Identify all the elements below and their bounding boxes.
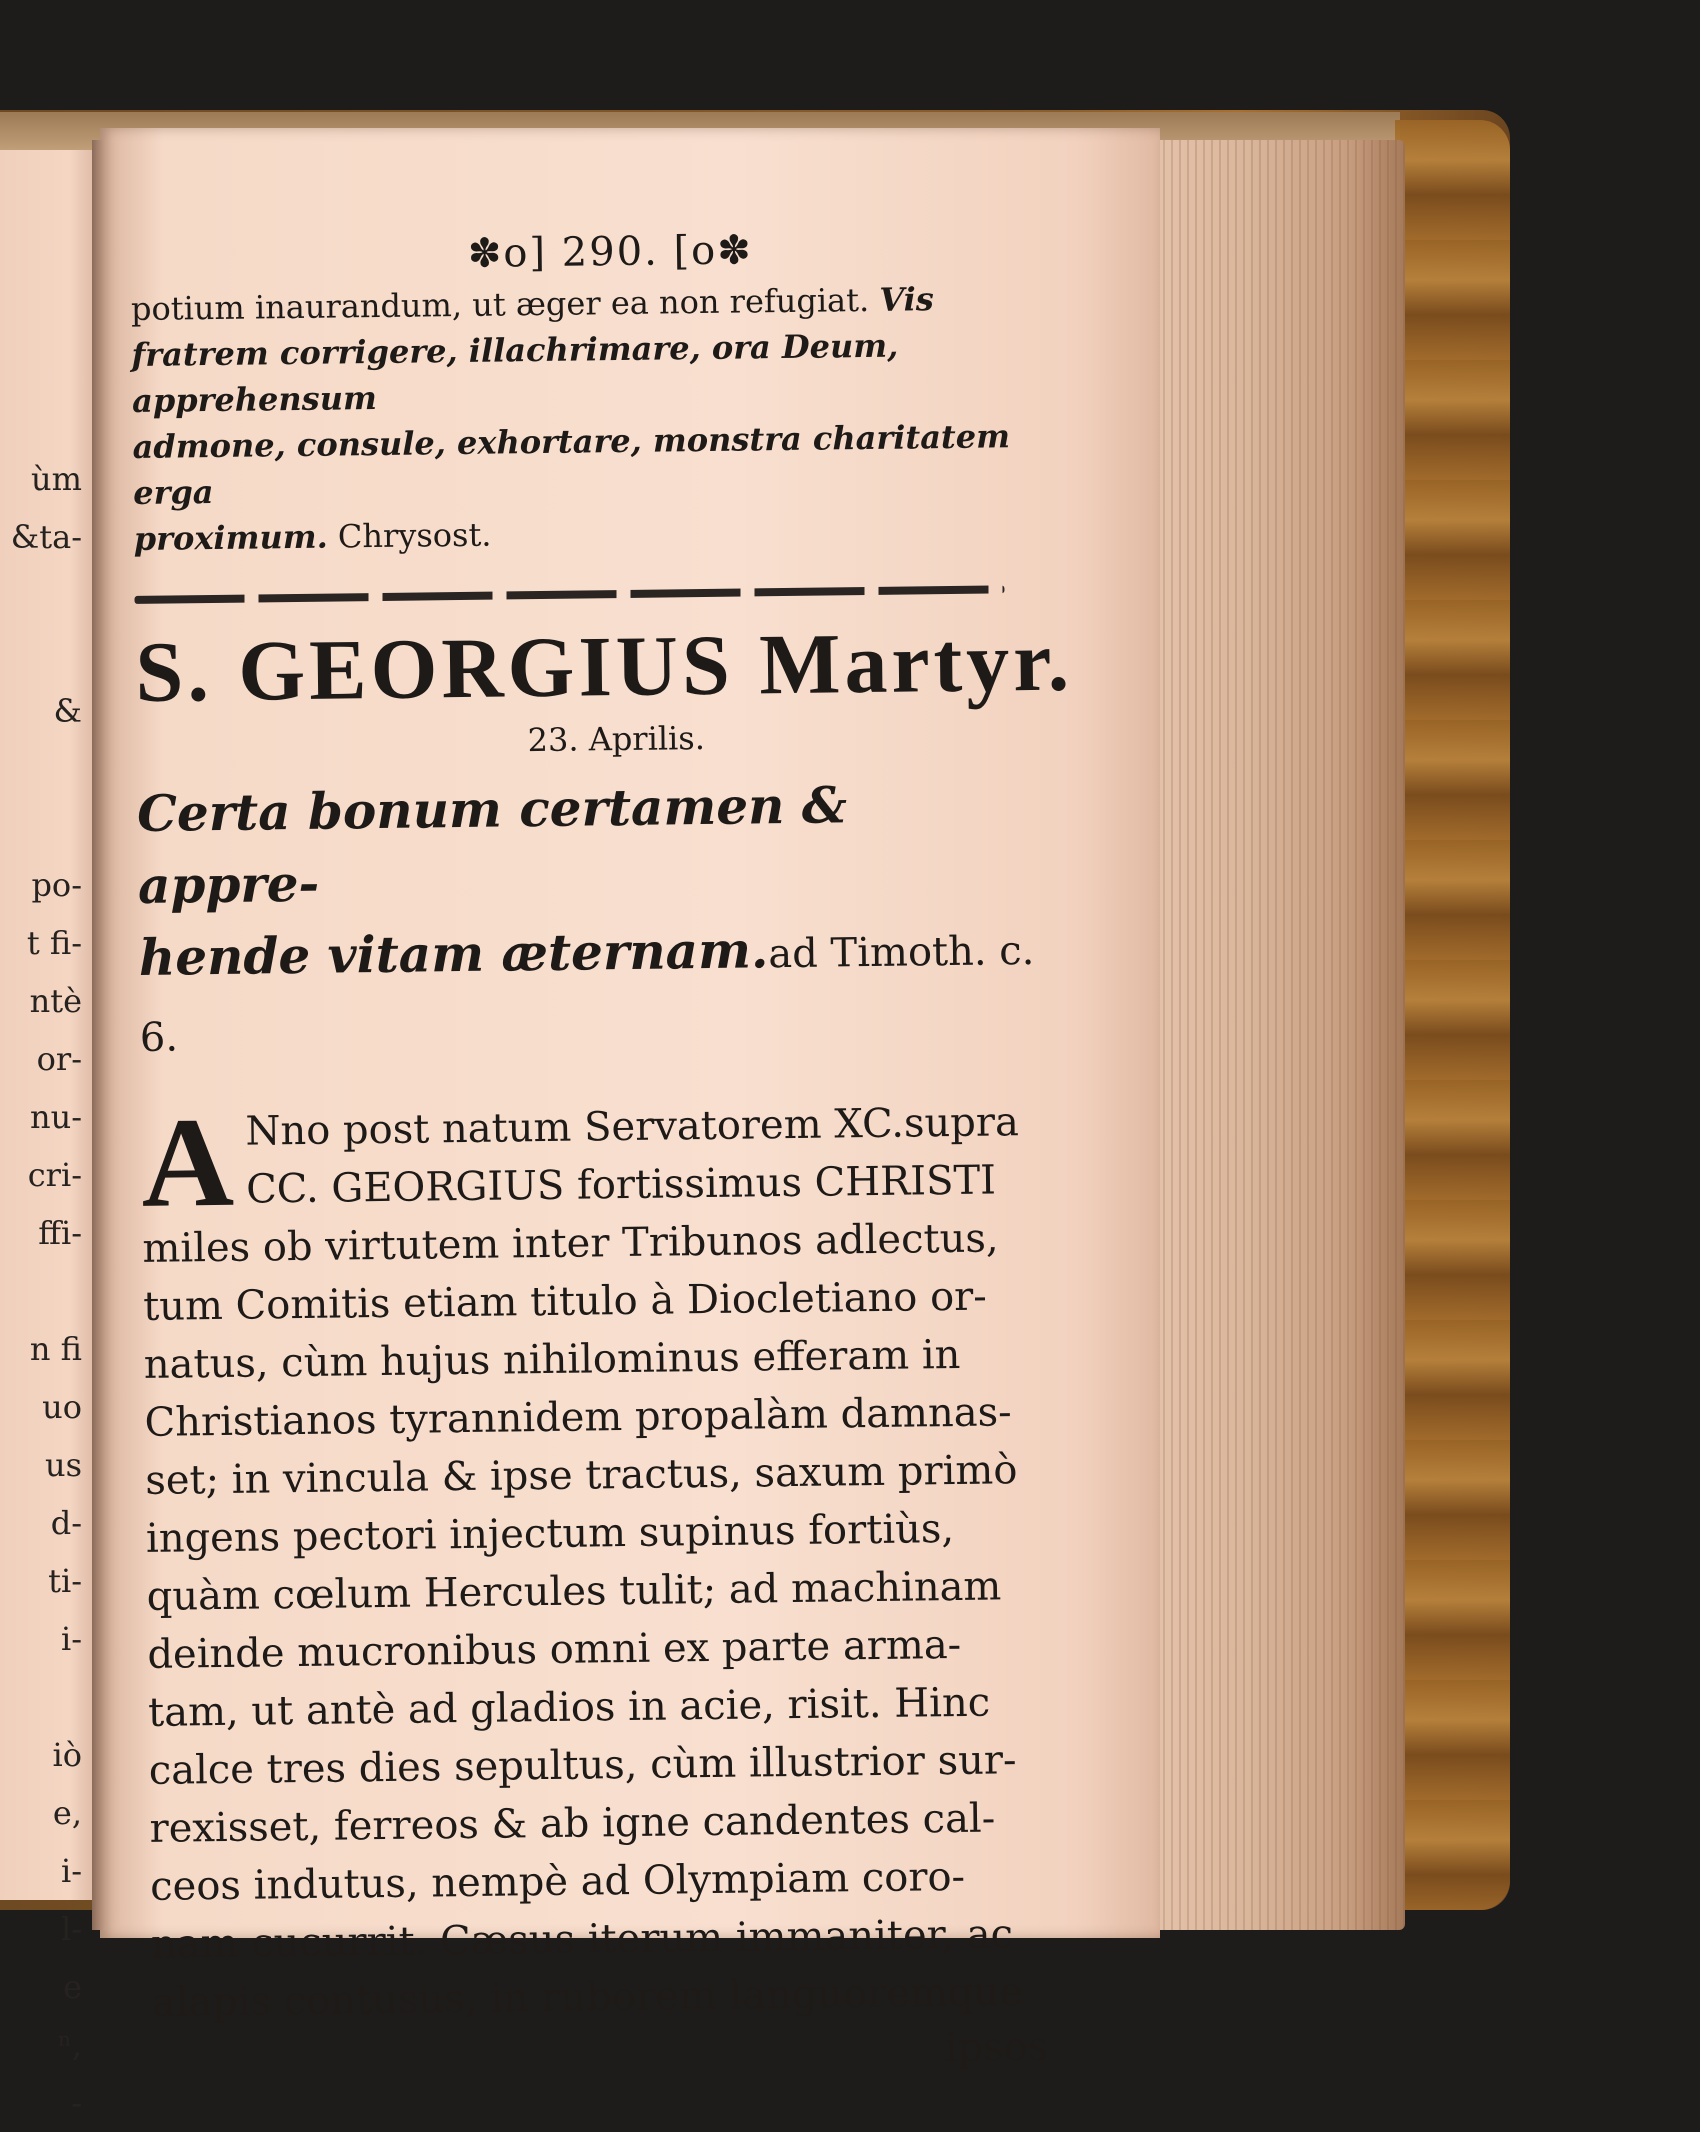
left-page-fragment: ffi- [38, 1214, 82, 1252]
left-page-fragment: iò [52, 1736, 82, 1774]
body-line: alapis contusus, in ruborem languoremque [151, 1969, 1024, 2026]
body-line: rexisset, ferreos & ab igne candentes cal- [149, 1795, 996, 1852]
section-divider [134, 585, 1004, 604]
lead-attribution: Chrysost. [337, 515, 492, 556]
body-lines [140, 1090, 1052, 2032]
left-page-fragment: i- [60, 1852, 82, 1890]
left-page-fragment: ntè [29, 982, 82, 1020]
lead-italic-text: proximum. [133, 517, 328, 558]
left-page-fragment [0, 566, 90, 624]
body-line: ingens pectori injectum supinus fortiùs, [145, 1506, 955, 1562]
left-page-fragment [0, 798, 90, 856]
left-page-fragment [0, 1668, 90, 1726]
lead-roman-text: potium inaurandum, ut æger ea non refugiat. [130, 280, 870, 328]
lead-italic-text: Vis [879, 280, 934, 319]
left-page-fragment: n fi [29, 1330, 82, 1368]
epigraph [137, 767, 1041, 1074]
lead-italic-line: admone, consule, exhortare, monstra charitatem erga [132, 417, 1011, 512]
body-line: natus, cùm hujus nihilominus efferam in [143, 1331, 961, 1388]
lead-italic-line: fratrem corrigere, illachrimare, ora Deum, apprehensum [131, 326, 899, 420]
left-page-text [0, 450, 90, 2132]
epigraph-line: Certa bonum certamen & appre- [136, 775, 848, 915]
body-line: miles ob virtutem inter Tribunos adlectus, [142, 1215, 999, 1272]
feast-date: 23. Aprilis. [527, 719, 706, 760]
left-page-fragment: t fi- [26, 924, 82, 962]
catchword: ipsos [944, 2023, 1049, 2072]
left-page [0, 150, 100, 2122]
left-page-fragment: d- [50, 1504, 82, 1542]
body-line: nam cucurrit. Cæsus iterum immaniter, ac [150, 1911, 1014, 1968]
left-page-fragment: us [44, 1446, 82, 1484]
left-page-fragment: ti- [48, 1562, 82, 1600]
left-page-fragment: cri- [27, 1156, 82, 1194]
left-page-fragment: - [71, 2084, 82, 2122]
body-line: CC. GEORGIUS fortissimus CHRISTI [245, 1157, 997, 1213]
body-line: deinde mucronibus omni ex parte arma- [147, 1621, 962, 1678]
body-line: Christianos tyrannidem propalàm damnas- [144, 1389, 1012, 1446]
left-page-fragment: nu- [29, 1098, 82, 1136]
body-text [140, 1090, 1052, 2032]
left-page-fragment: l- [60, 1910, 82, 1948]
left-page-fragment: ùm [31, 460, 82, 498]
book-fore-binding [1395, 120, 1510, 1910]
epigraph-line: hende vitam æternam. [138, 920, 769, 987]
left-page-fragment [0, 740, 90, 798]
body-line: tum Comitis etiam titulo à Diocletiano or- [142, 1273, 988, 1330]
page-text [130, 219, 1074, 2084]
gutter-shadow [92, 140, 106, 1930]
epigraph-citation: ad Timoth. c. 6. [139, 928, 1035, 1061]
left-page-fragment: i- [60, 1620, 82, 1658]
body-line: calce tres dies sepultus, cùm illustrior sur- [148, 1737, 1017, 1794]
left-page-fragment: ⁿ, [57, 2026, 82, 2064]
body-line: quàm cœlum Hercules tulit; ad machinam [146, 1563, 1002, 1620]
body-line: ceos indutus, nempè ad Olympiam coro- [149, 1853, 966, 1910]
lead-paragraph [131, 275, 1034, 562]
section-title: S. GEORGIUS Martyr. [134, 612, 1074, 720]
left-page-fragment: e [63, 1968, 82, 2006]
left-page-fragment: &ta- [10, 518, 82, 556]
left-page-fragment [0, 624, 90, 682]
drop-cap: A [140, 1090, 235, 1234]
running-head: ✽o] 290. [o✽ [467, 227, 754, 277]
left-page-fragment: or- [36, 1040, 82, 1078]
left-page-fragment: & [53, 692, 82, 730]
body-line: set; in vincula & ipse tractus, saxum primò [145, 1447, 1018, 1504]
body-line: tam, ut antè ad gladios in acie, risit. Hinc [147, 1679, 991, 1736]
left-page-fragment: uo [42, 1388, 82, 1426]
body-line: Nno post natum Servatorem XC.supra [245, 1099, 1020, 1155]
left-page-fragment [0, 1262, 90, 1320]
left-page-fragment: po- [31, 866, 82, 904]
left-page-fragment: e, [52, 1794, 82, 1832]
